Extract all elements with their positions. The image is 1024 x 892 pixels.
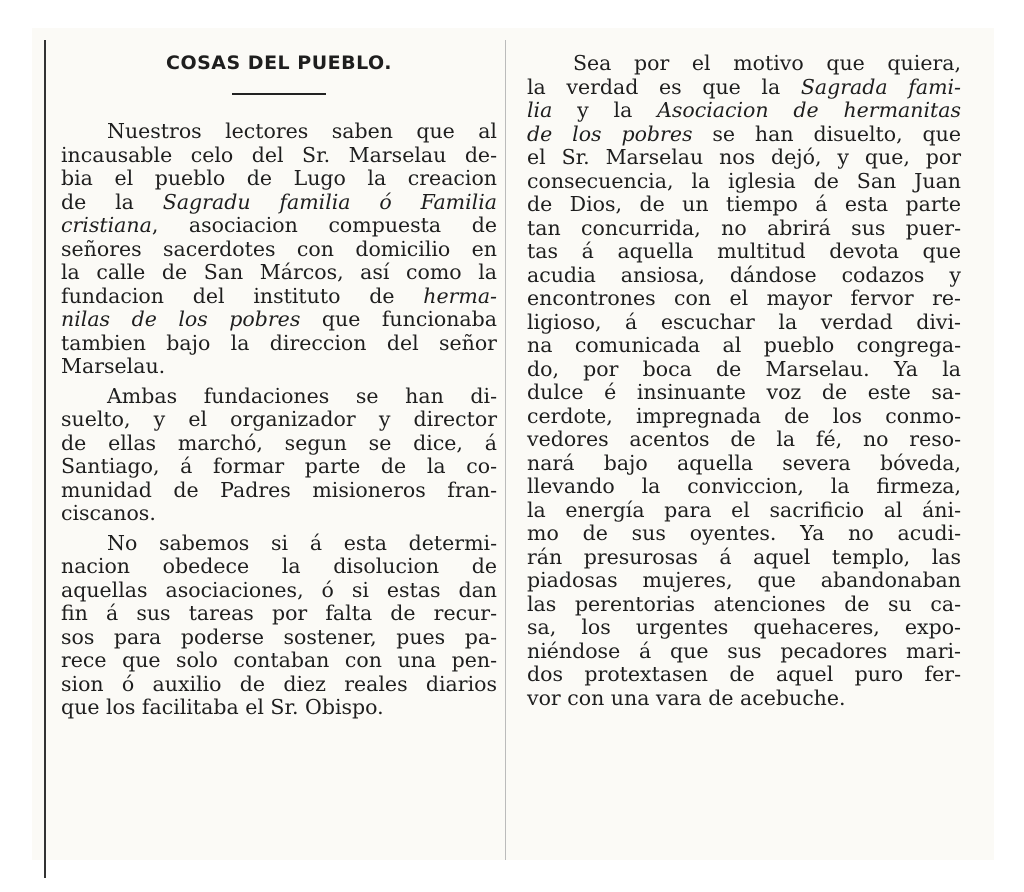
text-line [61, 502, 497, 526]
text-line [61, 673, 497, 697]
text-run: nará bajo aquella severa bóveda, [527, 450, 961, 475]
text-run: de la [61, 189, 163, 214]
italic-text: Sagrada fami- [800, 74, 961, 99]
text-run: , asociacion compuesta de [151, 213, 497, 237]
text-line [61, 532, 497, 556]
text-run: incausable celo del Sr. Marselau de- [61, 142, 497, 167]
text-line [527, 687, 961, 711]
text-run: dos protextasen de aquel puro fer- [527, 662, 961, 686]
text-line [61, 285, 497, 309]
text-run: na comunicada al pueblo congrega- [527, 333, 961, 357]
text-run: sion ó auxilio de diez reales diarios [61, 671, 497, 696]
text-line [527, 334, 961, 358]
text-line [527, 381, 961, 405]
text-line [527, 123, 961, 147]
text-line [61, 408, 497, 432]
text-line [61, 579, 497, 603]
text-line [527, 452, 961, 476]
text-line [527, 311, 961, 335]
column-rule-left [44, 40, 46, 878]
text-run: se han disuelto, que [692, 121, 961, 146]
text-line [527, 358, 961, 382]
text-run: nacion obedece la disolucion de [61, 554, 497, 578]
text-line [527, 499, 961, 523]
text-run: llevando la conviccion, la firmeza, [527, 474, 961, 498]
italic-text: lia [527, 98, 553, 122]
text-run: Sea por el motivo que quiera, [573, 51, 961, 75]
text-run: rece que solo contaban con una pen- [61, 648, 497, 672]
text-run: do, por boca de Marselau. Ya la [527, 356, 961, 381]
text-run: tas á aquella multitud devota que [527, 239, 961, 263]
text-run: fin á sus tareas por falta de recur- [61, 601, 497, 625]
text-line [527, 217, 961, 241]
text-run: las perentorias atenciones de su ca- [527, 591, 961, 616]
italic-text: Sagradu familia ó Familia [162, 189, 497, 214]
text-run: el Sr. Marselau nos dejó, y que, por [527, 145, 961, 169]
text-run: aquellas asociaciones, ó si estas dan [61, 577, 497, 602]
text-run: tambien bajo la direccion del señor [61, 330, 497, 355]
text-run: señores sacerdotes con domicilio en [61, 236, 497, 261]
italic-text: nilas de los pobres [61, 307, 301, 331]
text-line [61, 602, 497, 626]
text-run: No sabemos si á esta determi- [107, 530, 497, 555]
text-run: suelto, y el organizador y director [61, 407, 497, 431]
text-line [61, 238, 497, 262]
text-run: piadosas mujeres, que abandonaban [527, 568, 961, 592]
text-line [527, 663, 961, 687]
text-line [527, 546, 961, 570]
text-line [527, 193, 961, 217]
text-line [527, 616, 961, 640]
text-run: sa, los urgentes quehaceres, expo- [527, 615, 961, 639]
text-run: que los facilitaba el Sr. Obispo. [61, 695, 384, 719]
text-run: la calle de San Márcos, así como la [61, 260, 497, 284]
text-line [61, 214, 497, 238]
text-line [527, 264, 961, 288]
text-line [527, 428, 961, 452]
text-run: ciscanos. [61, 501, 156, 525]
text-line [61, 261, 497, 285]
text-run: tan concurrida, no abrirá sus puer- [527, 215, 961, 240]
text-run: acudia ansiosa, dándose codazos y [527, 262, 961, 287]
text-line [61, 432, 497, 456]
text-line [527, 146, 961, 170]
italic-text: cristiana [61, 213, 152, 237]
text-run: bia el pueblo de Lugo la creacion [61, 166, 497, 190]
text-line [61, 555, 497, 579]
right-column [527, 52, 961, 710]
text-line [527, 76, 961, 100]
text-run: Santiago, á formar parte de la co- [61, 454, 497, 478]
text-line [61, 626, 497, 650]
left-column [61, 120, 497, 720]
text-line [527, 99, 961, 123]
text-line [527, 170, 961, 194]
text-run: la energía para el sacrificio al áni- [527, 497, 961, 522]
text-line [61, 455, 497, 479]
column-rule-middle [505, 40, 506, 860]
text-line [61, 355, 497, 379]
text-line [61, 385, 497, 409]
text-run: cerdote, impregnada de los conmo- [527, 403, 961, 428]
text-line [527, 240, 961, 264]
text-run: niéndose á que sus pecadores mari- [527, 638, 961, 663]
text-run: sos para poderse sostener, pues pa- [61, 624, 497, 649]
text-run: Ambas fundaciones se han di- [107, 383, 497, 408]
text-line [527, 475, 961, 499]
text-run: rán presurosas á aquel templo, las [527, 544, 961, 569]
text-run: vedores acentos de la fé, no reso- [527, 427, 961, 451]
text-run: de ellas marchó, segun se dice, á [61, 430, 497, 455]
text-line [61, 332, 497, 356]
text-run: de Dios, de un tiempo á esta parte [527, 192, 961, 216]
text-run: encontrones con el mayor fervor re- [527, 286, 961, 310]
text-run: ligioso, á escuchar la verdad divi- [527, 309, 961, 334]
text-run: y la [552, 98, 658, 122]
text-line [61, 479, 497, 503]
text-line [61, 144, 497, 168]
text-run: munidad de Padres misioneros fran- [61, 477, 497, 502]
text-line [527, 569, 961, 593]
text-line [61, 696, 497, 720]
text-run: Marselau. [61, 354, 166, 378]
text-run: vor con una vara de acebuche. [527, 685, 846, 710]
text-line [527, 287, 961, 311]
article-title: COSAS DEL PUEBLO. [166, 52, 392, 74]
text-line [527, 640, 961, 664]
text-line [61, 120, 497, 144]
text-run: dulce é insinuante voz de este sa- [527, 380, 961, 404]
italic-text: de los pobres [527, 121, 693, 146]
text-line [527, 52, 961, 76]
text-line [61, 167, 497, 191]
text-run: que funcionaba [300, 307, 497, 331]
text-line [527, 593, 961, 617]
text-run: fundacion del instituto de [61, 283, 424, 308]
text-line [61, 308, 497, 332]
text-run: consecuencia, la iglesia de San Juan [527, 168, 961, 193]
text-line [527, 522, 961, 546]
italic-text: Asociacion de hermanitas [657, 98, 961, 122]
text-run: Nuestros lectores saben que al [107, 119, 497, 143]
text-line [61, 191, 497, 215]
text-line [61, 649, 497, 673]
text-run: mo de sus oyentes. Ya no acudi- [527, 521, 961, 545]
text-run: la verdad es que la [527, 74, 801, 99]
title-underline [232, 93, 326, 95]
italic-text: herma- [423, 283, 497, 308]
text-line [527, 405, 961, 429]
